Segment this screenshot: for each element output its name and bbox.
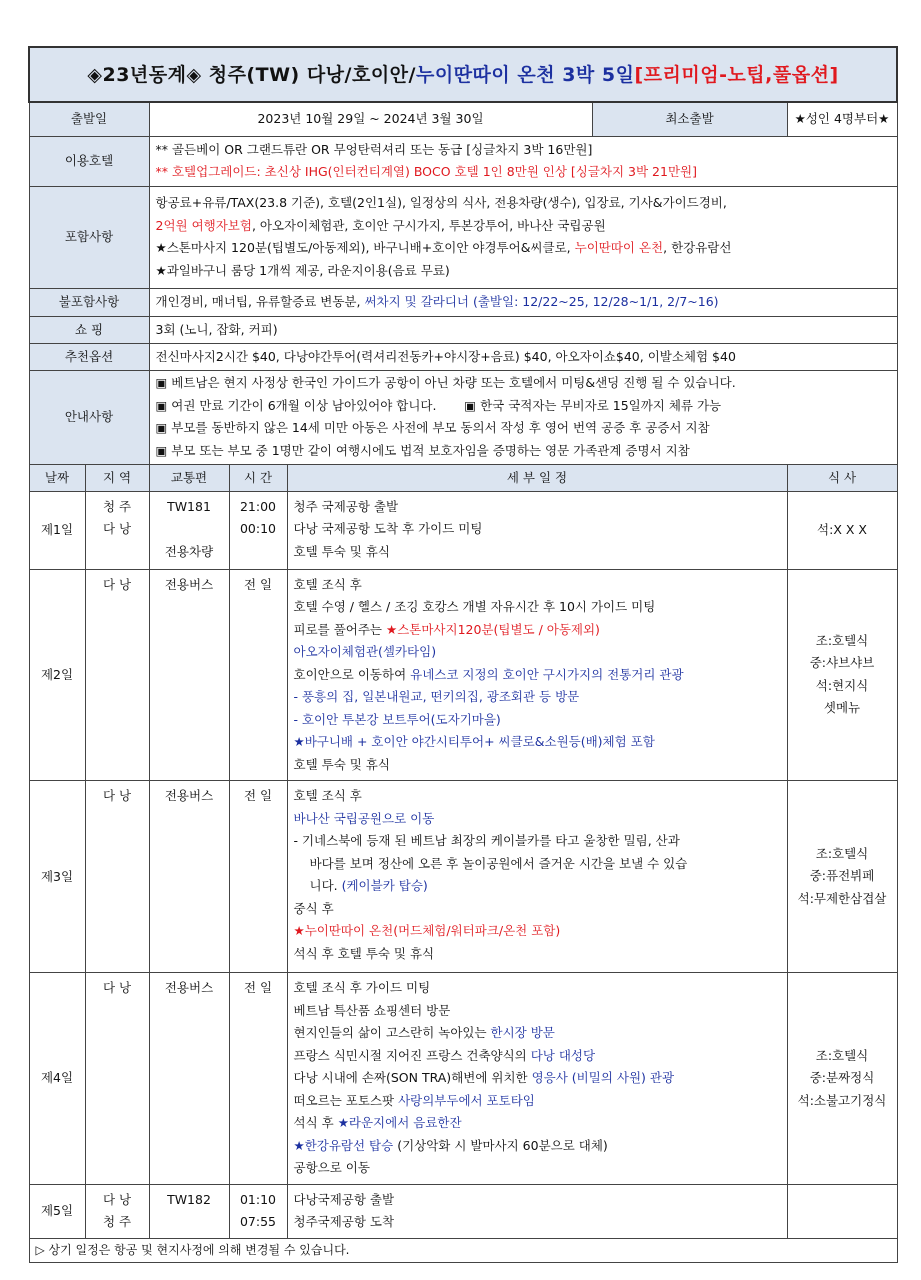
day-detail: 호텔 조식 후 호텔 수영 / 헬스 / 조깅 호캉스 개별 자유시간 후 10시 가이드 미팅 피로를 풀어주는 ★스톤마사지120분(팁별도 / 아동제외) 아오자이체험관(셀카타임) 호이안으로 이동하여 유네스코 지정의 호이안 구시가지의 전통거리 관광 - 풍흥의 집, 일본내원교, 떤키의집, 광조회관 등 방문 - 호이안 투본강 보트투어(도자기마을) ★바구니배 + 호이안 야간시티투어+ 씨클로&소원등(배)체험 포함 호텔 투숙 및 휴식 <box>287 569 787 781</box>
day-meal: 조:호텔식 중:분짜정식 석:소불고기정식 <box>787 973 897 1185</box>
options-info: 전신마사지2시간 $40, 다낭야간투어(력셔리전동카+야시장+음료) $40, 아오자이쇼$40, 이발소체험 $40 <box>149 343 897 370</box>
included-line-3: ★스톤마사지 120분(팁별도/아동제외), 바구니배+호이안 야경투어&씨클로, 누이딴따이 온천, 한강유람선 <box>155 240 732 255</box>
day-meal: 조:호텔식 중:샤브샤브 석:현지식 셋메뉴 <box>787 569 897 781</box>
hotel-line-2: ** 호텔업그레이드: 초신상 IHG(인터컨티계열) BOCO 호텔 1인 8만원 인상 [싱글차지 3박 21만원] <box>155 164 697 179</box>
day-time: 21:00 00:10 <box>229 491 287 569</box>
included-line-2: 2억원 여행자보험, 아오자이체험관, 호이안 구시가지, 투본강투어, 바나산 국립공원 <box>155 217 606 233</box>
day-transport: TW181 전용차량 <box>149 491 229 569</box>
day-detail: 호텔 조식 후 바나산 국립공원으로 이동 - 기네스북에 등재 된 베트남 최장의 케이블카를 타고 울창한 밀림, 산과 바다를 보며 정산에 오른 후 놀이공원에서 즐거운 시간을 보낼 수 있습 니다. (케이블카 탑승) 중식 후 ★누이딴따이 온천(머드체험/워터파크/온천 포함) 석식 후 호텔 투숙 및 휴식 <box>287 781 787 973</box>
header-date: 날짜 <box>29 464 85 491</box>
shopping-info: 3회 (노니, 잡화, 커피) <box>149 316 897 343</box>
header-transport: 교통편 <box>149 464 229 491</box>
page-title: ◈23년동계◈ 청주(TW) 다낭/호이안/누이딴따이 온천 3박 5일[프리미엄-노팁,풀옵션] <box>29 47 897 102</box>
header-time: 시 간 <box>229 464 287 491</box>
day-region: 청 주 다 낭 <box>85 491 149 569</box>
included-line-1: 항공료+유류/TAX(23.8 기준), 호텔(2인1실), 일정상의 식사, 전용차량(생수), 입장료, 기사&가이드경비, <box>155 195 727 210</box>
day-row-2 <box>29 569 897 781</box>
itinerary-document <box>28 46 896 1263</box>
included-line-4: ★과일바구니 룸당 1개씩 제공, 라운지이용(음료 무료) <box>155 262 450 278</box>
day-time: 01:10 07:55 <box>229 1184 287 1238</box>
day-label: 제2일 <box>29 569 85 781</box>
day-label: 제5일 <box>29 1184 85 1238</box>
notice-line-1: ▣ 베트남은 현지 사정상 한국인 가이드가 공항이 아닌 차량 또는 호텔에서 미팅&샌딩 진행 될 수 있습니다. <box>155 375 736 390</box>
departure-label: 출발일 <box>29 102 149 136</box>
header-meal: 식 사 <box>787 464 897 491</box>
itinerary-table <box>28 46 898 1263</box>
day-detail: 호텔 조식 후 가이드 미팅 베트남 특산품 쇼핑센터 방문 현지인들의 삶이 고스란히 녹아있는 한시장 방문 프랑스 식민시절 지어진 프랑스 건축양식의 다낭 대성당 다낭 시내에 손짜(SON TRA)해변에 위치한 영응사 (비밀의 사원) 관광 떠오르는 포토스팟 사랑의부두에서 포토타임 석식 후 ★라운지에서 음료한잔 ★한강유람선 탑승 (기상악화 시 발마사지 60분으로 대체) 공항으로 이동 <box>287 973 787 1185</box>
day-time: 전 일 <box>229 569 287 781</box>
day-region: 다 낭 <box>85 973 149 1185</box>
day-row-5 <box>29 1184 897 1238</box>
day-region: 다 낭 <box>85 781 149 973</box>
notice-info <box>149 370 897 464</box>
day-transport: 전용버스 <box>149 569 229 781</box>
day-detail: 다낭국제공항 출발 청주국제공항 도착 <box>287 1184 787 1238</box>
footer-note: ▷ 상기 일정은 항공 및 현지사정에 의해 변경될 수 있습니다. <box>29 1238 897 1262</box>
day-detail: 청주 국제공항 출발 다낭 국제공항 도착 후 가이드 미팅 호텔 투숙 및 휴식 <box>287 491 787 569</box>
day-meal: 석:X X X <box>787 491 897 569</box>
min-departure-value: ★성인 4명부터★ <box>787 102 897 136</box>
hotel-line-1: ** 골든베이 OR 그랜드튜란 OR 무엉탄럭셔리 또는 동급 [싱글차지 3박 16만원] <box>155 141 593 157</box>
day-label: 제3일 <box>29 781 85 973</box>
hotel-info <box>149 136 897 186</box>
day-row-1 <box>29 491 897 569</box>
min-departure-label: 최소출발 <box>592 102 787 136</box>
day-transport: 전용버스 <box>149 973 229 1185</box>
departure-value: 2023년 10월 29일 ~ 2024년 3월 30일 <box>149 102 592 136</box>
day-time: 전 일 <box>229 781 287 973</box>
shopping-label: 쇼 핑 <box>29 316 149 343</box>
header-detail: 세 부 일 정 <box>287 464 787 491</box>
notice-line-3: ▣ 부모를 동반하지 않은 14세 미만 아동은 사전에 부모 동의서 작성 후 영어 번역 공증 후 공증서 지참 <box>155 420 710 435</box>
excluded-label: 불포함사항 <box>29 288 149 316</box>
day-row-3 <box>29 781 897 973</box>
options-label: 추천옵션 <box>29 343 149 370</box>
day-meal <box>787 1184 897 1238</box>
notice-line-2: ▣ 여권 만료 기간이 6개월 이상 남아있어야 합니다. ▣ 한국 국적자는 무비자로 15일까지 체류 가능 <box>155 397 722 413</box>
hotel-label: 이용호텔 <box>29 136 149 186</box>
day-meal: 조:호텔식 중:퓨전뷔페 석:무제한삼겹살 <box>787 781 897 973</box>
notice-label: 안내사항 <box>29 370 149 464</box>
day-transport: 전용버스 <box>149 781 229 973</box>
notice-line-4: ▣ 부모 또는 부모 중 1명만 같이 여행시에도 법적 보호자임을 증명하는 영문 가족관계 증명서 지참 <box>155 442 690 458</box>
day-row-4 <box>29 973 897 1185</box>
day-time: 전 일 <box>229 973 287 1185</box>
header-region: 지 역 <box>85 464 149 491</box>
included-info <box>149 186 897 288</box>
excluded-info: 개인경비, 매너팁, 유류할증료 변동분, 써차지 및 갈라디너 (출발일: 12/22~25, 12/28~1/1, 2/7~16) <box>149 288 897 316</box>
day-transport: TW182 <box>149 1184 229 1238</box>
included-label: 포함사항 <box>29 186 149 288</box>
day-label: 제4일 <box>29 973 85 1185</box>
day-region: 다 낭 <box>85 569 149 781</box>
day-region: 다 낭 청 주 <box>85 1184 149 1238</box>
day-label: 제1일 <box>29 491 85 569</box>
